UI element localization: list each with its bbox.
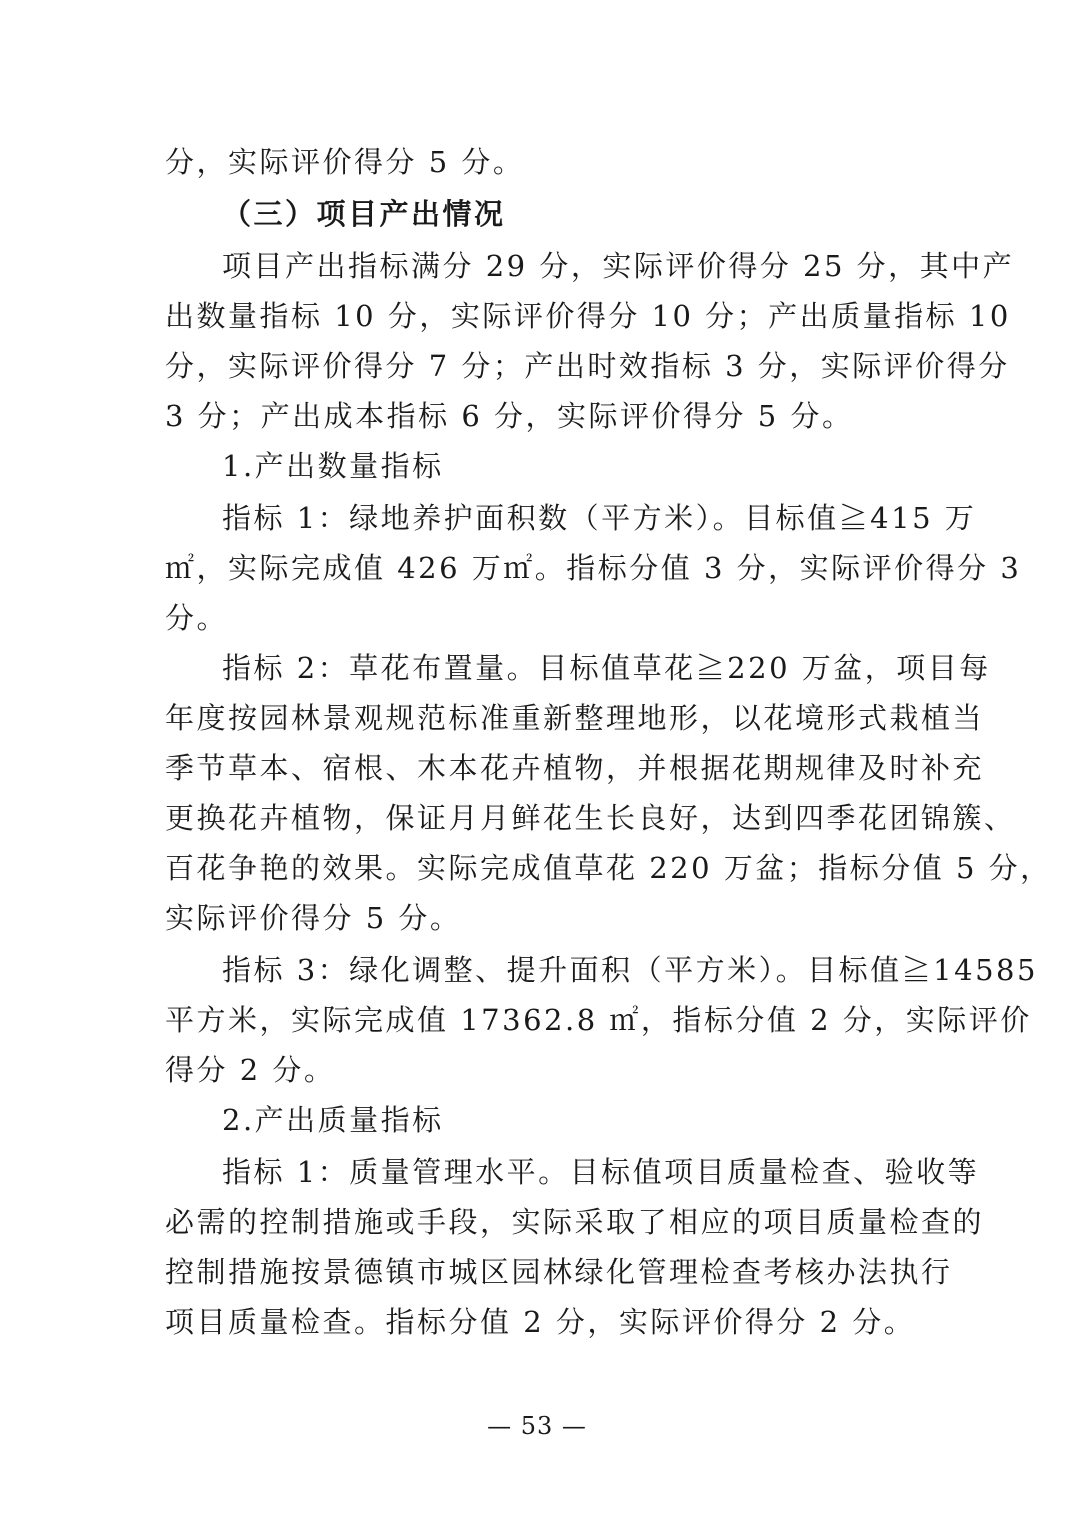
paragraph-line: 出数量指标 10 分，实际评价得分 10 分；产出质量指标 10 [165,299,1011,333]
paragraph-line: 必需的控制措施或手段，实际采取了相应的项目质量检查的 [165,1205,985,1239]
paragraph-line: 指标 3：绿化调整、提升面积（平方米）。目标值≧14585 [222,953,1038,987]
paragraph-line: 项目质量检查。指标分值 2 分，实际评价得分 2 分。 [165,1305,916,1339]
paragraph-line: 3 分；产出成本指标 6 分，实际评价得分 5 分。 [165,399,854,433]
paragraph-line: 指标 1：绿地养护面积数（平方米）。目标值≧415 万 [222,501,977,535]
paragraph-line: 季节草本、宿根、木本花卉植物，并根据花期规律及时补充 [165,751,985,785]
paragraph-line: 分，实际评价得分 5 分。 [165,145,525,179]
section-heading: （三）项目产出情况 [222,197,506,231]
paragraph-line: 项目产出指标满分 29 分，实际评价得分 25 分，其中产 [222,249,1015,283]
paragraph-line: 年度按园林景观规范标准重新整理地形，以花境形式栽植当 [165,701,985,735]
paragraph-line: 实际评价得分 5 分。 [165,901,462,935]
paragraph-line: 控制措施按景德镇市城区园林绿化管理检查考核办法执行 [165,1255,953,1289]
paragraph-line: 更换花卉植物，保证月月鲜花生长良好，达到四季花团锦簇、 [165,801,1016,835]
paragraph-line: ㎡，实际完成值 426 万㎡。指标分值 3 分，实际评价得分 3 [165,551,1022,585]
paragraph-line: 分。 [165,601,229,635]
paragraph-line: 得分 2 分。 [165,1053,336,1087]
subsection-heading: 1.产出数量指标 [222,449,444,483]
subsection-heading: 2.产出质量指标 [222,1103,444,1137]
paragraph-line: 平方米，实际完成值 17362.8 ㎡，指标分值 2 分，实际评价 [165,1003,1032,1037]
paragraph-line: 百花争艳的效果。实际完成值草花 220 万盆；指标分值 5 分， [165,851,1052,885]
paragraph-line: 指标 1：质量管理水平。目标值项目质量检查、验收等 [222,1155,980,1189]
paragraph-line: 分，实际评价得分 7 分；产出时效指标 3 分，实际评价得分 [165,349,1010,383]
paragraph-line: 指标 2：草花布置量。目标值草花≧220 万盆，项目每 [222,651,991,685]
page-number: — 53 — [487,1412,587,1440]
